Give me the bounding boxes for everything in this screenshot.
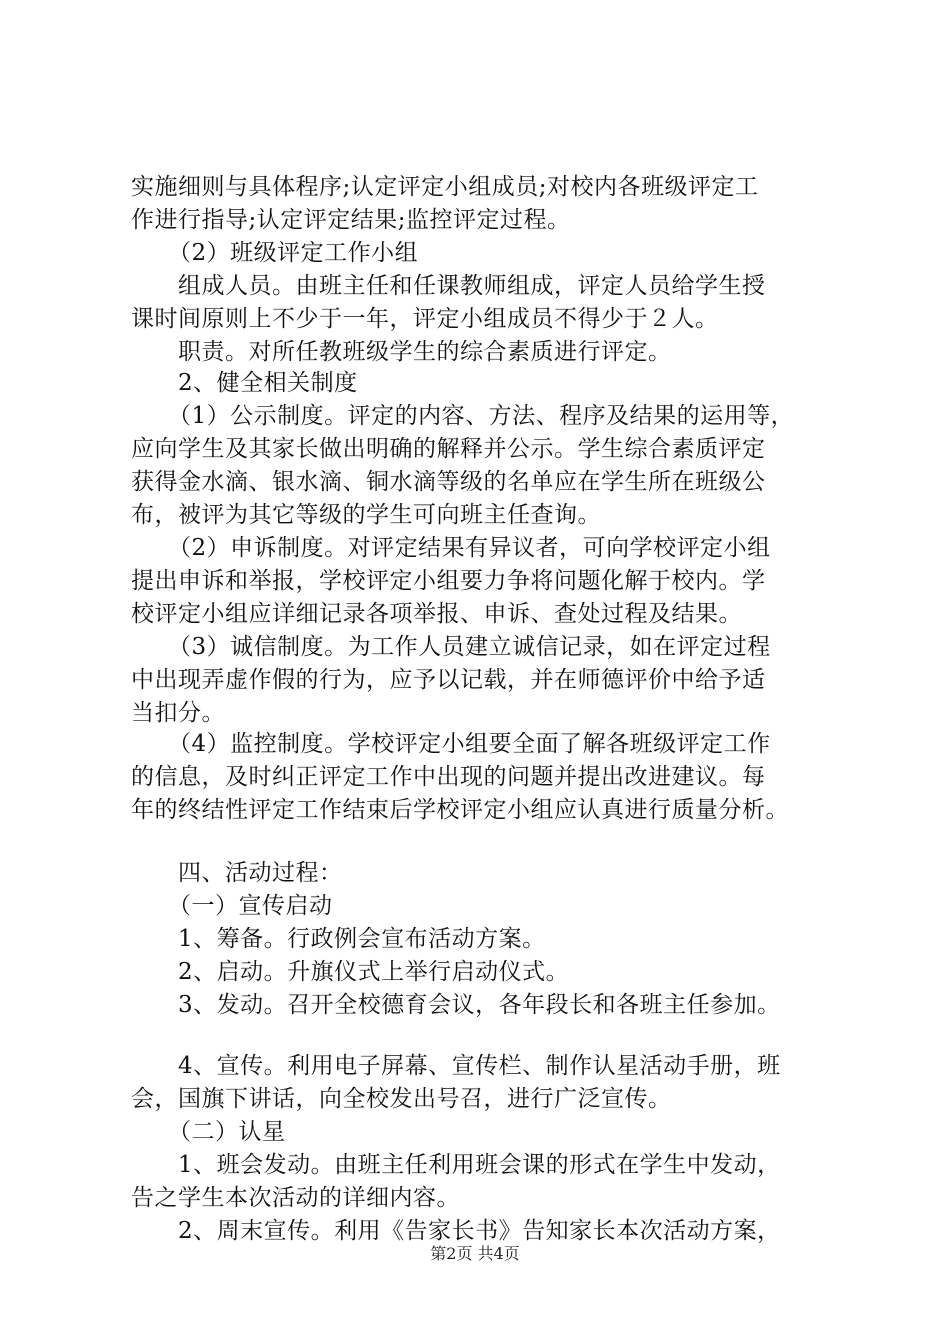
paragraph-line: 会，国旗下讲话，向全校发出号召，进行广泛宣传。 bbox=[131, 1086, 672, 1112]
paragraph-line: 2、启动。升旗仪式上举行启动仪式。 bbox=[178, 959, 570, 985]
paragraph-line: 中出现弄虚作假的行为，应予以记载，并在师德评价中给予适 bbox=[131, 667, 766, 693]
paragraph-line: 年的终结性评定工作结束后学校评定小组应认真进行质量分析。 bbox=[131, 797, 789, 823]
paragraph-line: 职责。对所任教班级学生的综合素质进行评定。 bbox=[178, 339, 672, 365]
paragraph-line: 4、宣传。利用电子屏幕、宣传栏、制作认星活动手册，班 bbox=[178, 1053, 781, 1079]
paragraph-line: 的信息，及时纠正评定工作中出现的问题并提出改进建议。每 bbox=[131, 764, 766, 790]
section-heading: 2、健全相关制度 bbox=[178, 370, 358, 396]
paragraph-line: 课时间原则上不少于一年，评定小组成员不得少于２人。 bbox=[131, 306, 719, 332]
section-heading: （2）班级评定工作小组 bbox=[168, 240, 419, 266]
paragraph-line: 3、发动。召开全校德育会议，各年段长和各班主任参加。 bbox=[178, 992, 781, 1018]
paragraph-line: 获得金水滴、银水滴、铜水滴等级的名单应在学生所在班级公 bbox=[131, 469, 766, 495]
paragraph-line: （1）公示制度。评定的内容、方法、程序及结果的运用等， bbox=[168, 403, 795, 429]
paragraph-line: 组成人员。由班主任和任课教师组成，评定人员给学生授 bbox=[178, 273, 766, 299]
paragraph-line: 告之学生本次活动的详细内容。 bbox=[131, 1185, 460, 1211]
page-number-footer: 第2页 共4页 bbox=[430, 1244, 520, 1263]
paragraph-line: （3）诚信制度。为工作人员建立诚信记录，如在评定过程 bbox=[168, 634, 771, 660]
paragraph-line: 校评定小组应详细记录各项举报、申诉、查处过程及结果。 bbox=[131, 601, 742, 627]
paragraph-line: 1、筹备。行政例会宣布活动方案。 bbox=[178, 926, 546, 952]
paragraph-line: 提出申诉和举报，学校评定小组要力争将问题化解于校内。学 bbox=[131, 568, 766, 594]
paragraph-line: 当扣分。 bbox=[131, 700, 225, 726]
paragraph-line: （4）监控制度。学校评定小组要全面了解各班级评定工作 bbox=[168, 731, 771, 757]
section-heading: 四、活动过程： bbox=[178, 860, 343, 886]
paragraph-line: 应向学生及其家长做出明确的解释并公示。学生综合素质评定 bbox=[131, 436, 766, 462]
section-heading: （一）宣传启动 bbox=[168, 893, 333, 919]
paragraph-line: （2）申诉制度。对评定结果有异议者，可向学校评定小组 bbox=[168, 535, 771, 561]
paragraph-line: 布，被评为其它等级的学生可向班主任查询。 bbox=[131, 502, 601, 528]
section-heading: （二）认星 bbox=[168, 1119, 286, 1145]
paragraph-line: 1、班会发动。由班主任利用班会课的形式在学生中发动， bbox=[178, 1152, 781, 1178]
paragraph-line: 实施细则与具体程序;认定评定小组成员;对校内各班级评定工 bbox=[131, 174, 759, 200]
paragraph-line: 2、周末宣传。利用《告家长书》告知家长本次活动方案， bbox=[178, 1218, 781, 1244]
paragraph-line: 作进行指导;认定评定结果;监控评定过程。 bbox=[131, 207, 571, 233]
